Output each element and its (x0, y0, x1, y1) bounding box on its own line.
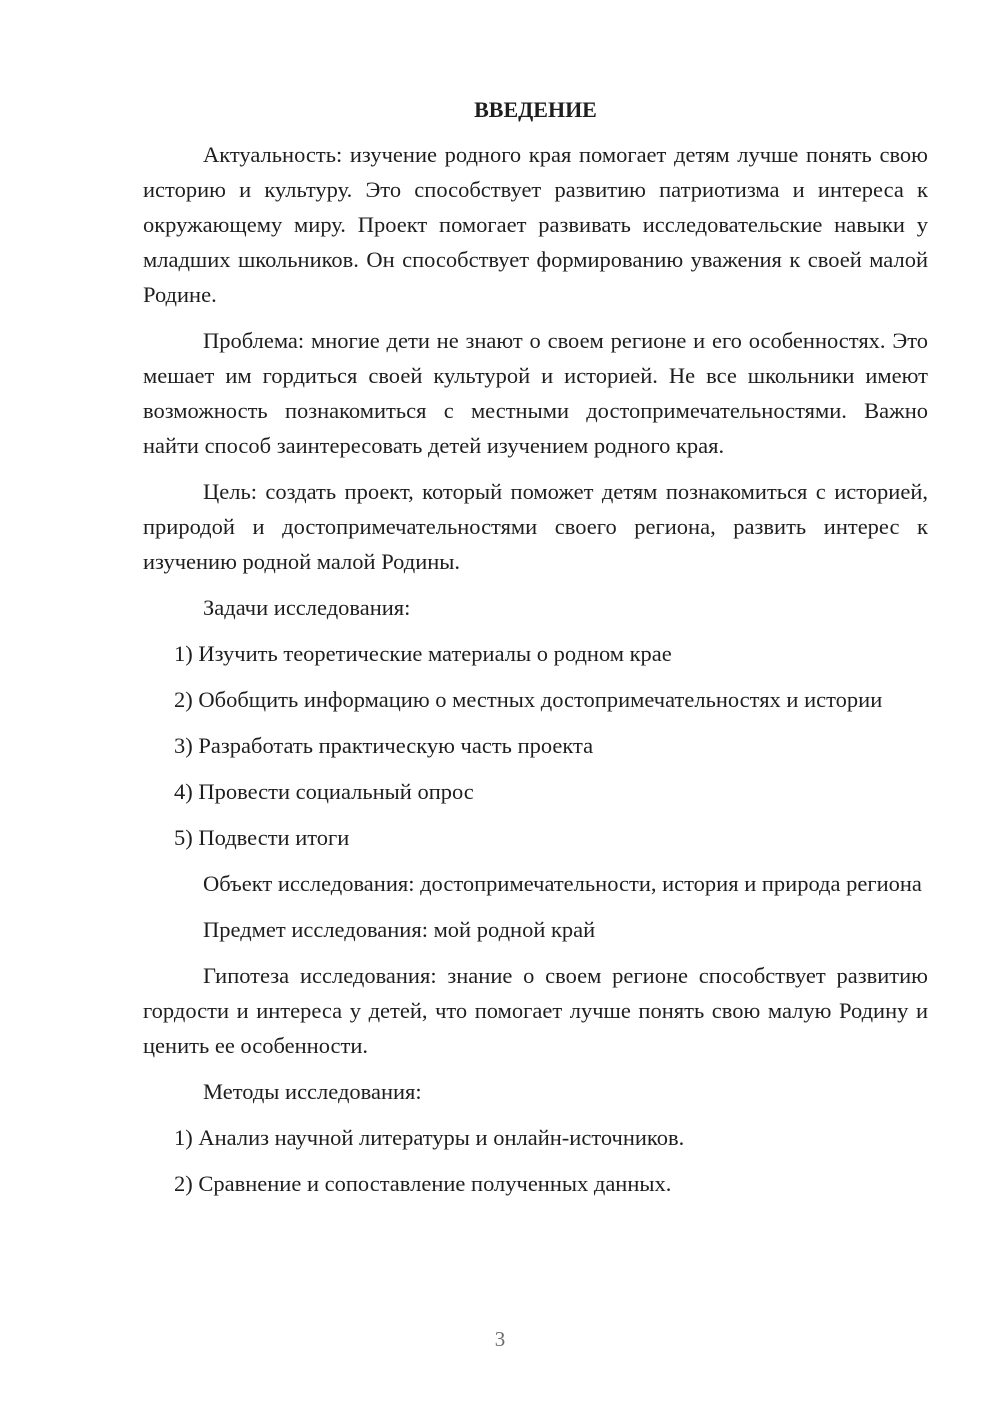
hypothesis-paragraph: Гипотеза исследования: знание о своем регионе способствует развитию гордости и интереса у детей, что помогает лучше понять свою малую Родину и ценить ее особенности. (143, 963, 928, 1058)
task-item: 3) Разработать практическую часть проекта (174, 733, 594, 758)
task-item: 1) Изучить теоретические материалы о родном крае (174, 641, 672, 666)
relevance-paragraph: Актуальность: изучение родного края помогает детям лучше понять свою историю и культуру. Это способствует развитию патриотизма и интереса к окружающему миру. Проект помогает развивать исследовательские навыки у младших школьников. Он способствует формированию уважения к своей малой Родине. (143, 142, 928, 307)
task-item: 5) Подвести итоги (174, 825, 350, 850)
task-item: 4) Провести социальный опрос (174, 779, 474, 804)
methods-title: Методы исследования: (203, 1079, 422, 1104)
subject-paragraph: Предмет исследования: мой родной край (203, 917, 596, 942)
task-item: 2) Обобщить информацию о местных достопримечательностях и истории (174, 687, 883, 712)
page-number: 3 (494, 1327, 506, 1351)
object-paragraph: Объект исследования: достопримечательности, история и природа региона (203, 871, 922, 896)
tasks-title: Задачи исследования: (203, 595, 411, 620)
goal-paragraph: Цель: создать проект, который поможет детям познакомиться с историей, природой и достопримечательностями своего региона, развить интерес к изучению родной малой Родины. (143, 479, 928, 574)
method-item: 2) Сравнение и сопоставление полученных данных. (174, 1171, 672, 1196)
document-page (143, 92, 928, 1212)
section-heading: ВВЕДЕНИЕ (474, 97, 597, 122)
method-item: 1) Анализ научной литературы и онлайн-источников. (174, 1125, 685, 1150)
problem-paragraph: Проблема: многие дети не знают о своем регионе и его особенностях. Это мешает им гордиться своей культурой и историей. Не все школьники имеют возможность познакомиться с местными достопримечательностями. Важно найти способ заинтересовать детей изучением родного края. (143, 328, 928, 458)
